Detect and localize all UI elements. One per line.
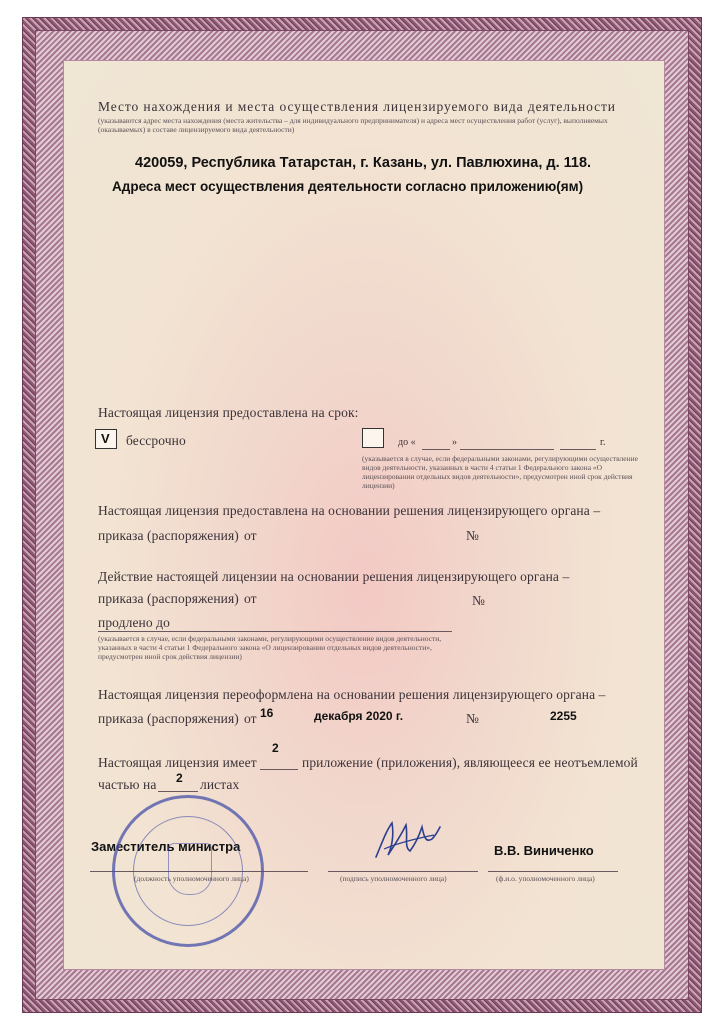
extension-order-label: приказа (распоряжения) (98, 591, 239, 606)
appendix-count: 2 (272, 741, 279, 755)
appendix-text-after: приложение (приложения), являющееся ее неотъемлемой (302, 755, 638, 770)
handwritten-signature (370, 813, 444, 865)
check-mark: V (101, 431, 110, 446)
reissue-from-label: от (244, 711, 257, 726)
extended-line (98, 631, 452, 632)
extension-from-label: от (244, 591, 257, 606)
address: 420059, Республика Татарстан, г. Казань, ул. Павлюхина, д. 118. (135, 155, 592, 171)
unlimited-label: бессрочно (126, 433, 186, 448)
unlimited-checkbox (95, 429, 117, 449)
basis-number-label: № (466, 528, 479, 543)
reissue-month-year: декабря 2020 г. (314, 709, 404, 723)
basis-text: Настоящая лицензия предоставлена на основании решения лицензирующего органа – (98, 503, 601, 518)
appendix-text-before: Настоящая лицензия имеет (98, 755, 257, 770)
until-month-line (460, 449, 554, 450)
name-caption: (ф.и.о. уполномоченного лица) (496, 874, 595, 883)
addresses-note: Адреса мест осуществления деятельности согласно приложению(ям) (112, 179, 584, 194)
appendix-sheets: 2 (176, 771, 183, 785)
reissue-day: 16 (260, 706, 274, 720)
official-seal (112, 795, 264, 947)
appendix-part-label: частью на (98, 777, 157, 792)
appendix-count-line (260, 769, 298, 770)
signatory-name: В.В. Виниченко (494, 843, 594, 858)
until-quote: » (452, 437, 457, 448)
reissue-number: 2255 (550, 709, 577, 723)
until-checkbox (362, 428, 384, 448)
position-caption: (должность уполномоченного лица) (134, 874, 249, 883)
signature-line (328, 871, 478, 872)
location-heading: Место нахождения и места осуществления лицензируемого вида деятельности (98, 99, 616, 114)
term-heading: Настоящая лицензия предоставлена на срок: (98, 405, 359, 420)
until-label: до « (398, 437, 416, 448)
seal-emblem (168, 843, 212, 895)
location-note: (указываются адрес места нахождения (места жительства – для индивидуального предпринимателя) и адреса мест осуществления работ (услуг), выполняемых (оказываемых) в составе лицензируемого вида деятельности) (98, 116, 608, 134)
reissue-number-label: № (466, 711, 479, 726)
extension-note: (указывается в случае, если федеральными законами, регулирующими осуществление видов деятельности, указанных в части 4 статьи 1 Федерального закона «О лицензировании отдельных видов деятельности», предусмотрен иной срок действия лицензии) (98, 634, 442, 661)
extended-label: продлено до (98, 615, 171, 630)
appendix-sheets-line (158, 791, 198, 792)
until-day-line (422, 449, 450, 450)
appendix-sheets-label: листах (200, 777, 240, 792)
until-year-line (560, 449, 596, 450)
extension-text: Действие настоящей лицензии на основании решения лицензирующего органа – (98, 569, 570, 584)
basis-order-label: приказа (распоряжения) (98, 528, 239, 543)
reissue-order-label: приказа (распоряжения) (98, 711, 239, 726)
term-note: (указывается в случае, если федеральными законами, регулирующими осуществление видов деятельности, указанных в части 4 статьи 1 Федерального закона «О лицензировании отдельных видов деятельности», предусмотрен иной срок действия лицензии) (362, 454, 638, 490)
reissue-text: Настоящая лицензия переоформлена на основании решения лицензирующего органа – (98, 687, 606, 702)
basis-from-label: от (244, 528, 257, 543)
name-line (488, 871, 618, 872)
year-suffix: г. (600, 437, 606, 448)
signatory-position: Заместитель министра (91, 839, 241, 854)
signature-caption: (подпись уполномоченного лица) (340, 874, 447, 883)
extension-number-label: № (472, 593, 485, 608)
